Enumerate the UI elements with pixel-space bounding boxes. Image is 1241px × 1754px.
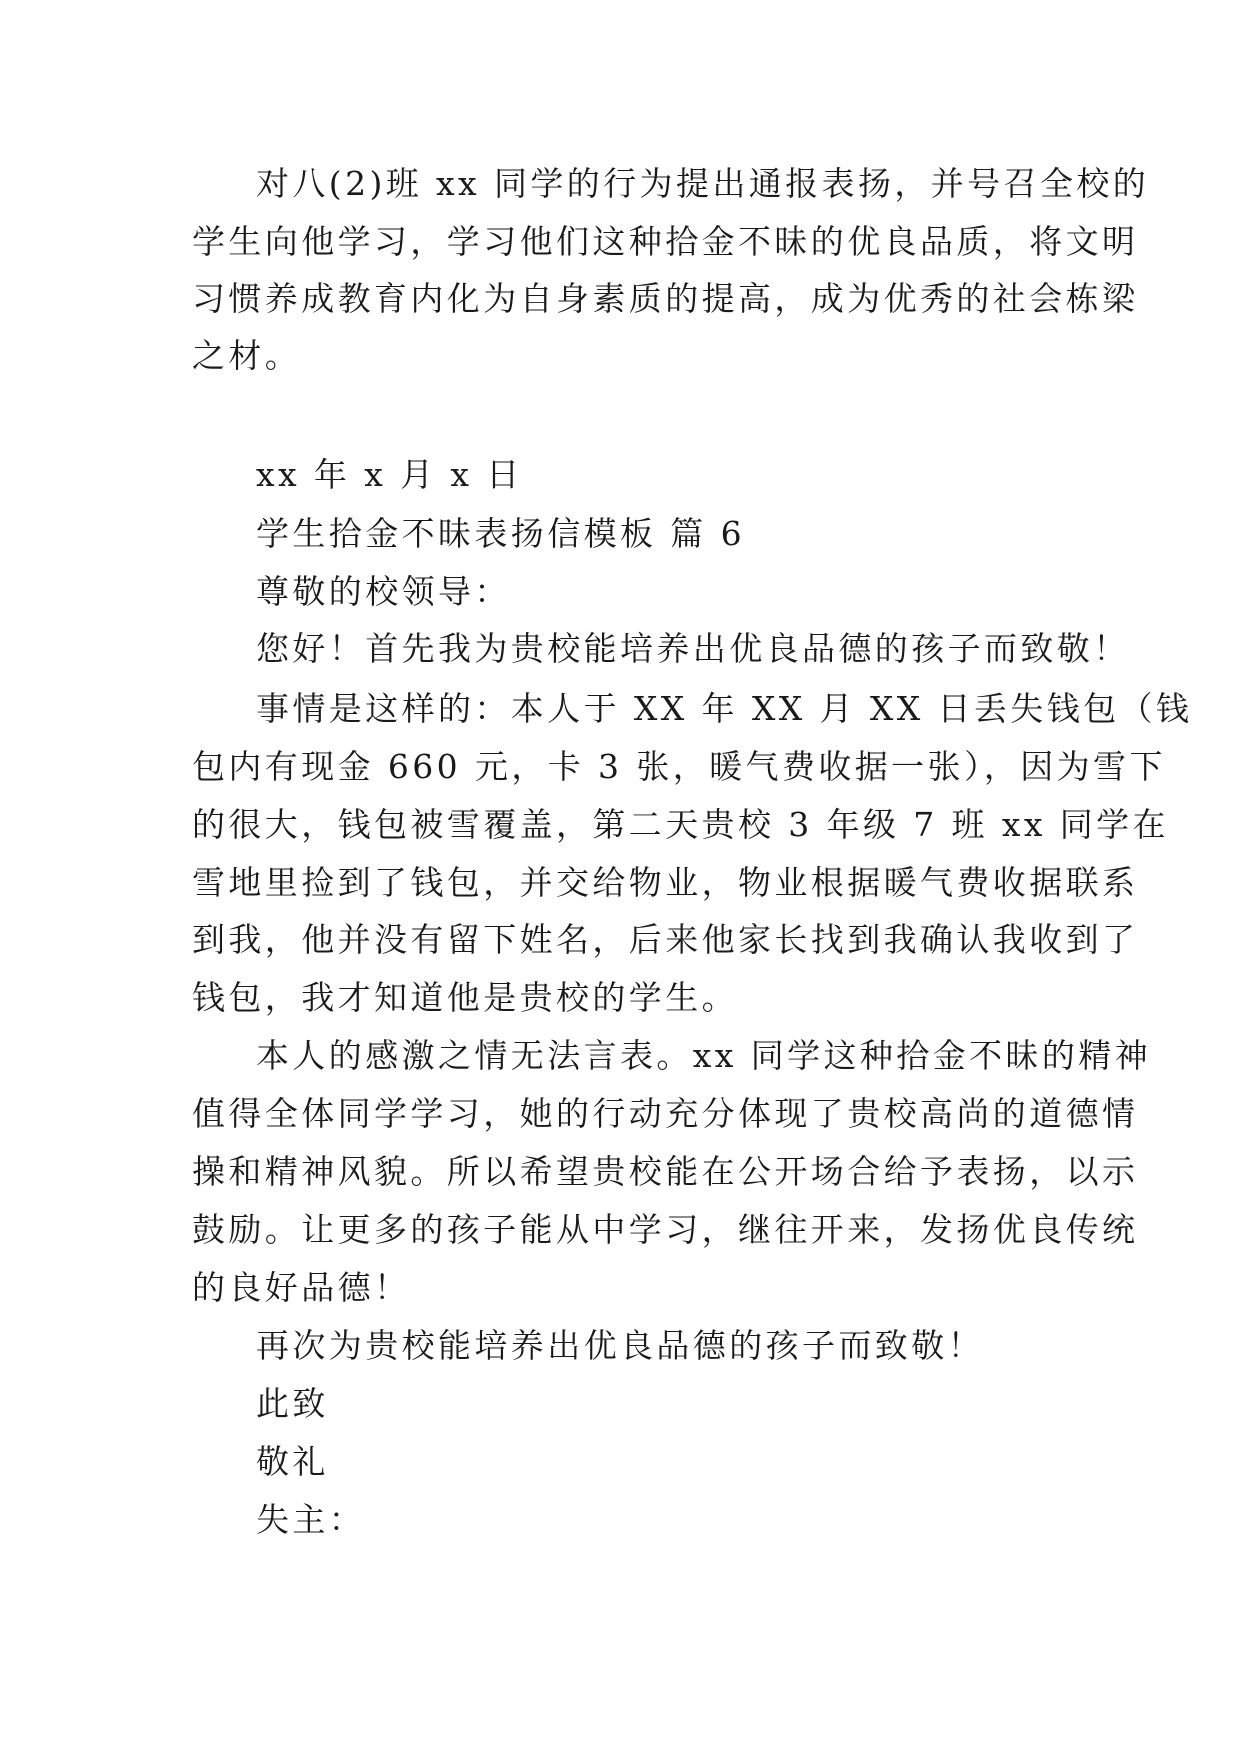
salutation: 尊敬的校领导：: [256, 572, 511, 611]
paragraph-line: 本人的感激之情无法言表。xx 同学这种拾金不昧的精神: [256, 1036, 1152, 1075]
cizhi-line: 此致: [256, 1384, 329, 1423]
paragraph-line: 钱包，我才知道他是贵校的学生。: [192, 978, 738, 1017]
paragraph-line: 对八(2)班 xx 同学的行为提出通报表扬，并号召全校的: [256, 164, 1150, 203]
paragraph-line: 操和精神风貌。所以希望贵校能在公开场合给予表扬，以示: [192, 1152, 1139, 1191]
section-heading: 学生拾金不昧表扬信模板 篇 6: [256, 514, 745, 553]
paragraph-line: 的良好品德！: [192, 1268, 411, 1307]
jingli-line: 敬礼: [256, 1442, 329, 1481]
paragraph-line: 值得全体同学学习，她的行动充分体现了贵校高尚的道德情: [192, 1094, 1139, 1133]
paragraph-line: 之材。: [192, 336, 302, 375]
paragraph-line: 的很大，钱包被雪覆盖，第二天贵校 3 年级 7 班 xx 同学在: [192, 805, 1169, 844]
closing-line: 再次为贵校能培养出优良品德的孩子而致敬！: [256, 1326, 984, 1365]
paragraph-line: 事情是这样的：本人于 XX 年 XX 月 XX 日丢失钱包（钱: [256, 689, 1193, 728]
paragraph-line: 雪地里捡到了钱包，并交给物业，物业根据暖气费收据联系: [192, 863, 1139, 902]
paragraph-line: 包内有现金 660 元，卡 3 张，暖气费收据一张），因为雪下: [192, 747, 1166, 786]
date-line: xx 年 x 月 x 日: [256, 455, 523, 494]
paragraph-line: 学生向他学习，学习他们这种拾金不昧的优良品质，将文明: [192, 222, 1139, 261]
greeting-line: 您好！首先我为贵校能培养出优良品德的孩子而致敬！: [256, 629, 1130, 668]
signature-line: 失主：: [256, 1500, 366, 1539]
paragraph-line: 习惯养成教育内化为自身素质的提高，成为优秀的社会栋梁: [192, 279, 1139, 318]
paragraph-line: 鼓励。让更多的孩子能从中学习，继往开来，发扬优良传统: [192, 1210, 1139, 1249]
paragraph-line: 到我，他并没有留下姓名，后来他家长找到我确认我收到了: [192, 920, 1139, 959]
